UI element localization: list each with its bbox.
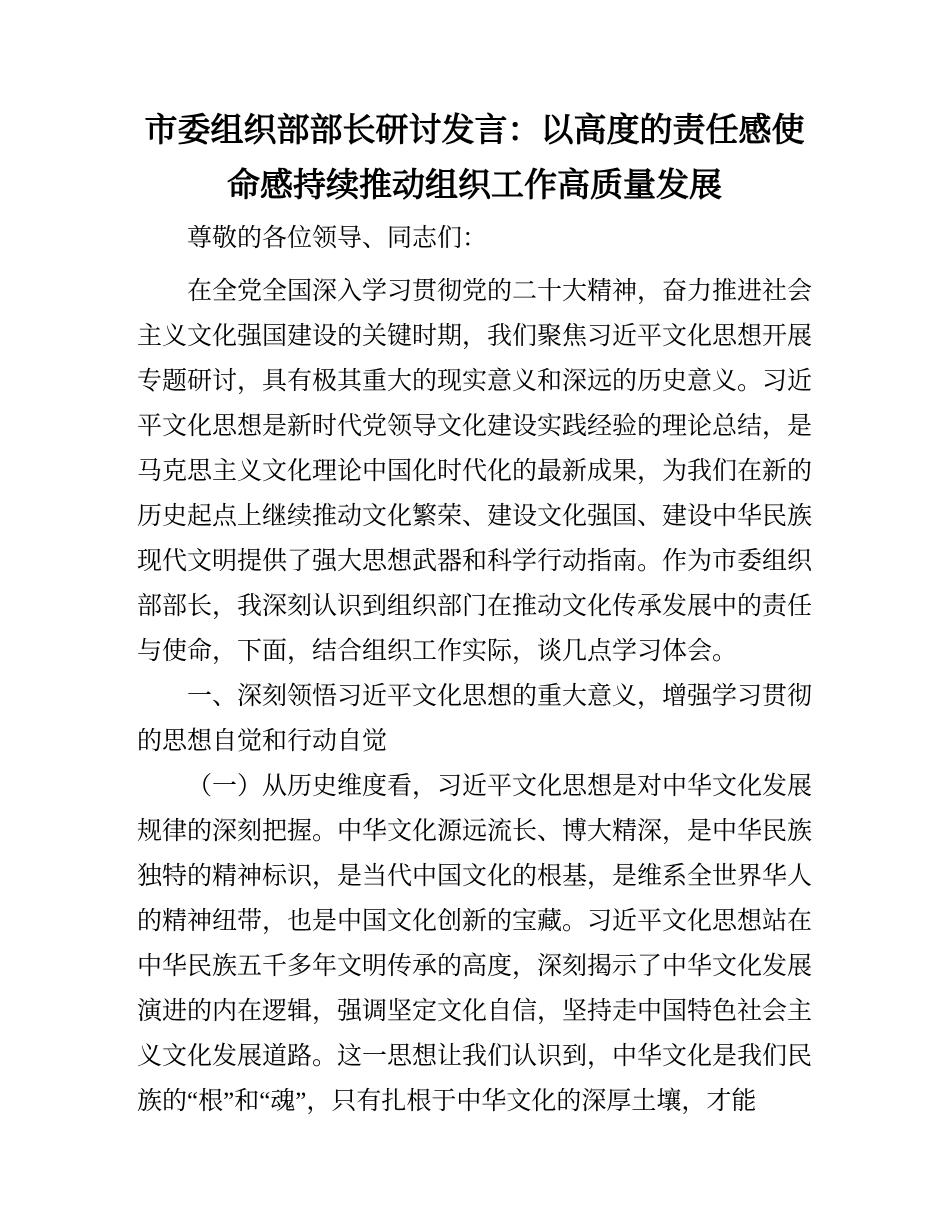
- title-line-1: 市委组织部部长研讨发言：以高度的责任感使: [144, 111, 805, 148]
- greeting-line: 尊敬的各位领导、同志们：: [187, 225, 488, 252]
- document-content: [137, 0, 812, 1124]
- body-paragraph-history-dimension: （一）从历史维度看，习近平文化思想是对中华文化发展规律的深刻把握。中华文化源远流长、博大精深，是中华民族独特的精神标识，是当代中国文化的根基，是维系全世界华人的精神纽带，也是中国文化创新的宝藏。习近平文化思想站在中华民族五千多年文明传承的高度，深刻揭示了中华文化发展演进的内在逻辑，强调坚定文化自信，坚持走中国特色社会主义文化发展道路。这一思想让我们认识到，中华文化是我们民族的“根”和“魂”，只有扎根于中华文化的深厚土壤，才能: [137, 773, 813, 1115]
- body-paragraph-intro: 在全党全国深入学习贯彻党的二十大精神，奋力推进社会主义文化强国建设的关键时期，我们聚焦习近平文化思想开展专题研讨，具有极其重大的现实意义和深远的历史意义。习近平文化思想是新时代党领导文化建设实践经验的理论总结，是马克思主义文化理论中国化时代化的最新成果，为我们在新的历史起点上继续推动文化繁荣、建设文化强国、建设中华民族现代文明提供了强大思想武器和科学行动指南。作为市委组织部部长，我深刻认识到组织部门在推动文化传承发展中的责任与使命，下面，结合组织工作实际，谈几点学习体会。: [137, 278, 813, 665]
- section-heading-one: 一、深刻领悟习近平文化思想的重大意义，增强学习贯彻的思想自觉和行动自觉: [137, 683, 813, 755]
- title-line-2: 命感持续推动组织工作高质量发展: [227, 166, 722, 203]
- document-title: [137, 102, 812, 212]
